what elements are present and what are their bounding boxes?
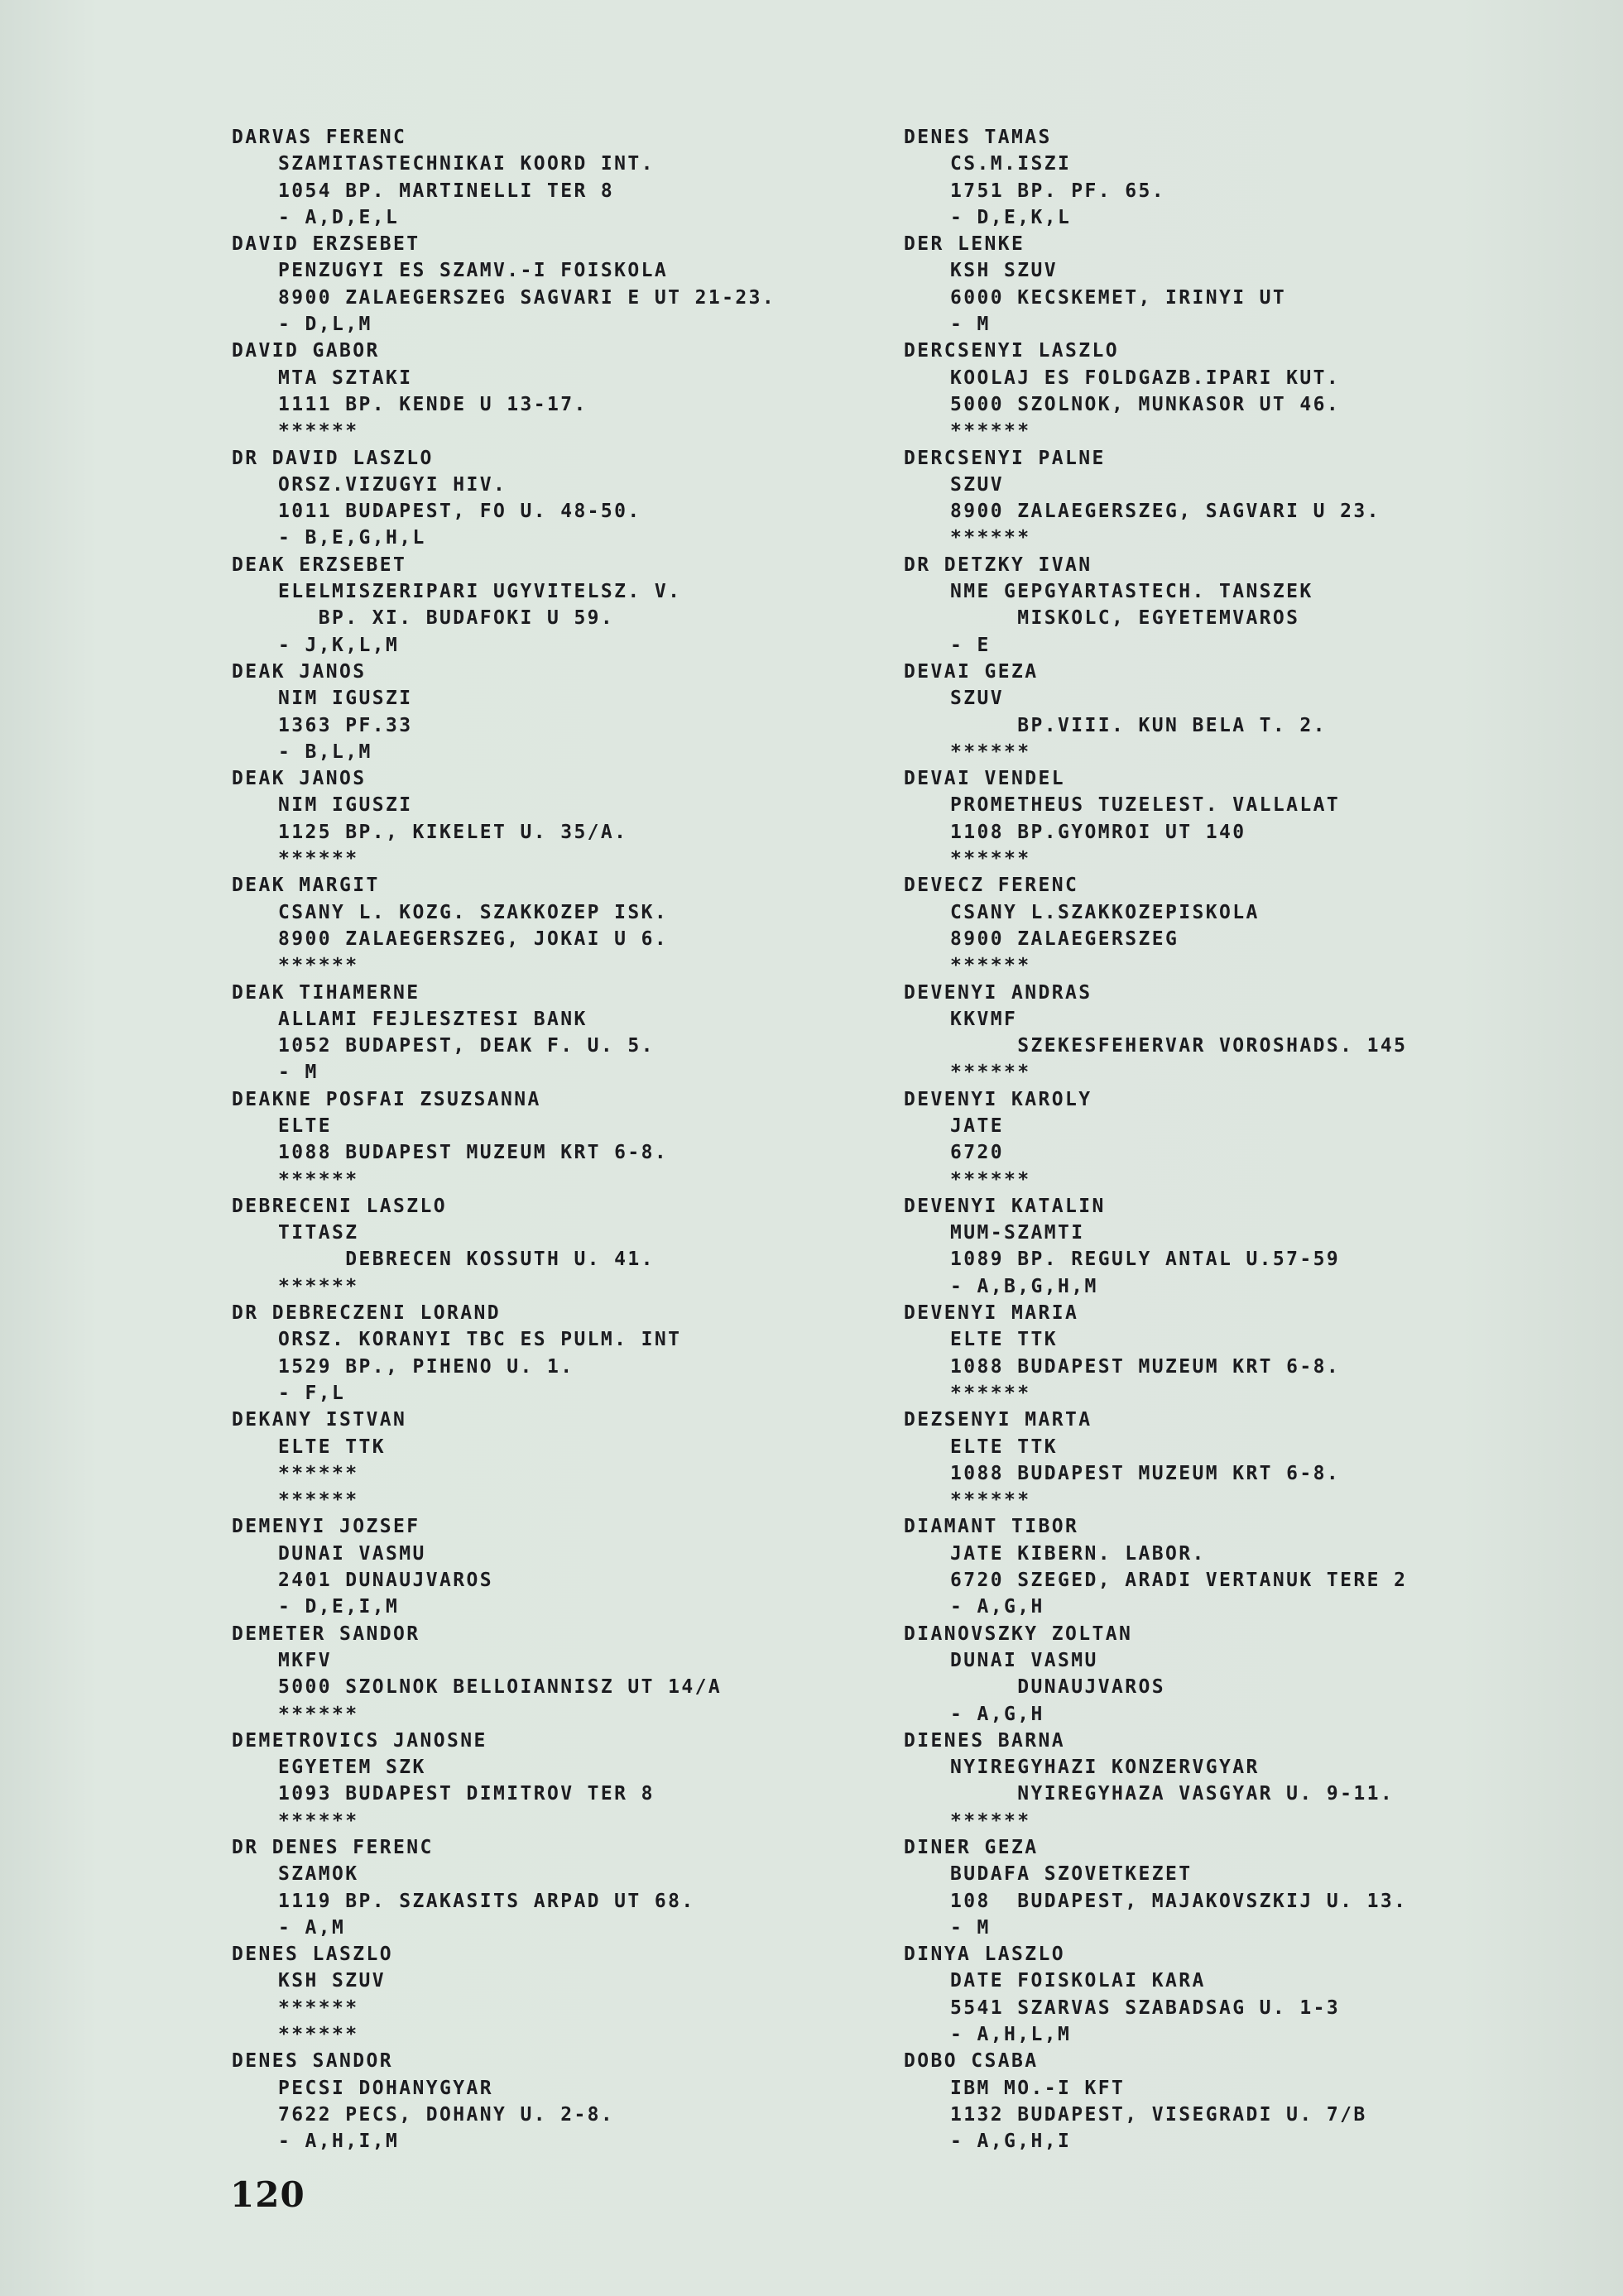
entry-institution: PECSI DOHANYGYAR	[278, 2077, 493, 2099]
entry-name: DEVENYI KATALIN	[904, 1195, 1106, 1217]
entry-codes: ******	[950, 420, 1031, 443]
entry-name: DERCSENYI PALNE	[904, 447, 1106, 469]
directory-entry	[904, 1941, 1582, 2048]
entry-name: DEZSENYI MARTA	[904, 1409, 1092, 1431]
entry-name: DEVENYI ANDRAS	[904, 981, 1092, 1004]
entry-codes: ******	[950, 1489, 1031, 1512]
directory-entry	[904, 552, 1582, 659]
entry-institution: TITASZ	[278, 1222, 359, 1244]
entry-codes: - E	[950, 634, 991, 656]
entry-institution: PROMETHEUS TUZELEST. VALLALAT	[950, 794, 1341, 817]
entry-address: 1363 PF.33	[278, 714, 413, 736]
entry-address: 1108 BP.GYOMROI UT 140	[950, 821, 1246, 843]
directory-entry	[904, 980, 1582, 1086]
directory-entry	[232, 2048, 910, 2155]
entry-address: 1125 BP., KIKELET U. 35/A.	[278, 821, 628, 843]
entry-name: DEMETROVICS JANOSNE	[232, 1729, 487, 1752]
entry-codes: - A,H,I,M	[278, 2131, 400, 2153]
entry-address: 5000 SZOLNOK BELLOIANNISZ UT 14/A	[278, 1676, 723, 1699]
entry-institution: ELTE TTK	[278, 1436, 386, 1458]
entry-codes: ******	[950, 741, 1031, 763]
entry-address: 8900 ZALAEGERSZEG, JOKAI U 6.	[278, 928, 669, 950]
directory-entry	[232, 1193, 910, 1300]
entry-name: DINYA LASZLO	[904, 1944, 1065, 1966]
entry-name: DARVAS FERENC	[232, 127, 407, 148]
directory-entry	[232, 1513, 910, 1620]
entry-address: 1054 BP. MARTINELLI TER 8	[278, 180, 615, 202]
entry-institution: CSANY L.SZAKKOZEPISKOLA	[950, 901, 1260, 923]
entry-codes: - D,L,M	[278, 314, 372, 336]
entry-address: 8900 ZALAEGERSZEG, SAGVARI U 23.	[950, 501, 1381, 523]
directory-entry	[904, 231, 1582, 338]
entry-codes: - A,M	[278, 1916, 346, 1939]
page-number: 120	[230, 2174, 305, 2215]
entry-address: 6720 SZEGED, ARADI VERTANUK TERE 2	[950, 1570, 1408, 1592]
entry-name: DEVENYI KAROLY	[904, 1088, 1092, 1110]
directory-entry	[232, 980, 910, 1086]
entry-codes: - A,B,G,H,M	[950, 1275, 1098, 1297]
directory-entry	[232, 872, 910, 979]
directory-entry	[232, 659, 910, 765]
entry-address: 1052 BUDAPEST, DEAK F. U. 5.	[278, 1035, 655, 1057]
directory-entry	[904, 1621, 1582, 1728]
directory-entry	[232, 124, 910, 231]
entry-address: SZEKESFEHERVAR VOROSHADS. 145	[950, 1035, 1408, 1057]
entry-institution: SZAMOK	[278, 1863, 359, 1886]
entry-address: 108 BUDAPEST, MAJAKOVSZKIJ U. 13.	[950, 1890, 1408, 1912]
directory-entry	[232, 1086, 910, 1193]
entry-address: 1089 BP. REGULY ANTAL U.57-59	[950, 1249, 1341, 1271]
entry-institution: IBM MO.-I KFT	[950, 2077, 1126, 2099]
entry-name: DR DETZKY IVAN	[904, 554, 1092, 576]
entry-name: DEAKNE POSFAI ZSUZSANNA	[232, 1088, 541, 1110]
entry-address: BP. XI. BUDAFOKI U 59.	[278, 607, 615, 630]
entry-address: 6000 KECSKEMET, IRINYI UT	[950, 286, 1287, 309]
entry-name: DEMETER SANDOR	[232, 1623, 420, 1645]
entry-address: 1088 BUDAPEST MUZEUM KRT 6-8.	[950, 1462, 1341, 1484]
entry-address: 5000 SZOLNOK, MUNKASOR UT 46.	[950, 393, 1341, 415]
directory-entry	[904, 1834, 1582, 1941]
directory-entry	[904, 1086, 1582, 1193]
entry-institution: EGYETEM SZK	[278, 1757, 426, 1779]
entry-codes: - A,G,H	[950, 1596, 1044, 1618]
entry-name: DR DEBRECZENI LORAND	[232, 1302, 501, 1325]
entry-address: ******	[278, 1462, 359, 1484]
entry-codes: ******	[278, 1703, 359, 1725]
entry-institution: SZAMITASTECHNIKAI KOORD INT.	[278, 153, 655, 175]
entry-name: DEVENYI MARIA	[904, 1302, 1079, 1325]
entry-address: BP.VIII. KUN BELA T. 2.	[950, 714, 1327, 736]
entry-name: DEAK ERZSEBET	[232, 554, 407, 576]
entry-codes: ******	[278, 2024, 359, 2046]
entry-name: DEKANY ISTVAN	[232, 1409, 407, 1431]
directory-entry	[904, 1193, 1582, 1300]
entry-institution: ALLAMI FEJLESZTESI BANK	[278, 1008, 588, 1030]
entry-institution: KOOLAJ ES FOLDGAZB.IPARI KUT.	[950, 367, 1341, 389]
entry-address: 1093 BUDAPEST DIMITROV TER 8	[278, 1783, 655, 1805]
entry-institution: ORSZ. KORANYI TBC ES PULM. INT	[278, 1329, 682, 1351]
entry-name: DEVECZ FERENC	[904, 875, 1079, 897]
entry-name: DEVAI VENDEL	[904, 768, 1065, 790]
entry-name: DR DAVID LASZLO	[232, 447, 434, 469]
entry-name: DEAK JANOS	[232, 768, 367, 790]
entry-address: 1088 BUDAPEST MUZEUM KRT 6-8.	[278, 1142, 669, 1164]
entry-address: 1111 BP. KENDE U 13-17.	[278, 393, 588, 415]
directory-entry	[232, 231, 910, 338]
entry-address: 1751 BP. PF. 65.	[950, 180, 1165, 202]
entry-address: 1088 BUDAPEST MUZEUM KRT 6-8.	[950, 1355, 1341, 1378]
entry-codes: - M	[950, 1916, 991, 1939]
entry-codes: ******	[950, 1382, 1031, 1404]
entry-address: 6720	[950, 1142, 1004, 1164]
directory-entry	[904, 1728, 1582, 1834]
entry-codes: - A,G,H	[950, 1703, 1044, 1725]
entry-institution: MKFV	[278, 1649, 332, 1671]
entry-codes: - M	[278, 1062, 319, 1084]
entry-name: DENES SANDOR	[232, 2050, 393, 2073]
directory-entry	[904, 445, 1582, 552]
directory-entry	[904, 872, 1582, 979]
entry-institution: DUNAI VASMU	[950, 1649, 1098, 1671]
entry-codes: ******	[950, 1168, 1031, 1191]
directory-entry	[904, 2048, 1582, 2155]
entry-institution: ELTE	[278, 1114, 332, 1137]
entry-institution: DUNAI VASMU	[278, 1542, 426, 1565]
entry-codes: ******	[278, 955, 359, 977]
entry-institution: JATE	[950, 1114, 1004, 1137]
entry-address: DEBRECEN KOSSUTH U. 41.	[278, 1249, 655, 1271]
directory-entry	[904, 124, 1582, 231]
entry-institution: MTA SZTAKI	[278, 367, 413, 389]
entry-address: 1119 BP. SZAKASITS ARPAD UT 68.	[278, 1890, 695, 1912]
directory-entry	[232, 1300, 910, 1407]
entry-institution: NIM IGUSZI	[278, 794, 413, 817]
directory-entry	[904, 1407, 1582, 1513]
entry-codes: - A,H,L,M	[950, 2024, 1072, 2046]
entry-codes: - A,D,E,L	[278, 206, 400, 228]
entry-address: ******	[278, 1996, 359, 2019]
entry-institution: ORSZ.VIZUGYI HIV.	[278, 473, 507, 496]
directory-entry	[904, 1513, 1582, 1620]
entry-codes: - D,E,K,L	[950, 206, 1072, 228]
directory-column-left	[232, 124, 910, 2155]
entry-institution: BUDAFA SZOVETKEZET	[950, 1863, 1193, 1886]
directory-entry	[232, 445, 910, 552]
directory-entry	[232, 1834, 910, 1941]
entry-institution: MUM-SZAMTI	[950, 1222, 1085, 1244]
entry-codes: - M	[950, 314, 991, 336]
directory-entry	[232, 1941, 910, 2048]
entry-institution: ELTE TTK	[950, 1329, 1058, 1351]
entry-name: DEAK JANOS	[232, 660, 367, 683]
entry-name: DIENES BARNA	[904, 1729, 1065, 1752]
entry-institution: SZUV	[950, 688, 1004, 710]
entry-address: 7622 PECS, DOHANY U. 2-8.	[278, 2103, 615, 2126]
directory-entry	[232, 1728, 910, 1834]
entry-codes: - F,L	[278, 1382, 346, 1404]
entry-codes: ******	[278, 848, 359, 870]
entry-codes: ******	[950, 527, 1031, 549]
directory-entry	[904, 765, 1582, 872]
entry-institution: CS.M.ISZI	[950, 153, 1072, 175]
entry-address: 1529 BP., PIHENO U. 1.	[278, 1355, 574, 1378]
entry-institution: ELTE TTK	[950, 1436, 1058, 1458]
entry-institution: SZUV	[950, 473, 1004, 496]
entry-address: 5541 SZARVAS SZABADSAG U. 1-3	[950, 1996, 1341, 2019]
entry-name: DOBO CSABA	[904, 2050, 1039, 2073]
entry-codes: - A,G,H,I	[950, 2131, 1072, 2153]
entry-name: DEMENYI JOZSEF	[232, 1516, 420, 1538]
entry-address: 1011 BUDAPEST, FO U. 48-50.	[278, 501, 641, 523]
directory-entry	[904, 659, 1582, 765]
directory-entry	[232, 1407, 910, 1513]
entry-address: DUNAUJVAROS	[950, 1676, 1165, 1699]
entry-codes: - B,E,G,H,L	[278, 527, 426, 549]
entry-codes: ******	[278, 1168, 359, 1191]
entry-codes: - J,K,L,M	[278, 634, 400, 656]
entry-codes: - B,L,M	[278, 741, 372, 763]
entry-codes: ******	[950, 1062, 1031, 1084]
directory-entry	[904, 338, 1582, 444]
entry-codes: ******	[950, 848, 1031, 870]
entry-institution: DATE FOISKOLAI KARA	[950, 1970, 1206, 1992]
entry-name: DR DENES FERENC	[232, 1837, 434, 1858]
entry-institution: ELELMISZERIPARI UGYVITELSZ. V.	[278, 581, 682, 603]
entry-address: 8900 ZALAEGERSZEG SAGVARI E UT 21-23.	[278, 286, 776, 309]
entry-name: DIAMANT TIBOR	[904, 1516, 1079, 1538]
entry-institution: PENZUGYI ES SZAMV.-I FOISKOLA	[278, 260, 669, 282]
entry-name: DAVID GABOR	[232, 340, 380, 362]
entry-institution: NYIREGYHAZI KONZERVGYAR	[950, 1757, 1260, 1779]
entry-codes: ******	[278, 420, 359, 443]
directory-column-right	[904, 124, 1582, 2155]
entry-name: DENES TAMAS	[904, 127, 1052, 148]
entry-name: DERCSENYI LASZLO	[904, 340, 1119, 362]
directory-entry	[904, 1300, 1582, 1407]
entry-institution: KSH SZUV	[950, 260, 1058, 282]
entry-address: 2401 DUNAUJVAROS	[278, 1570, 493, 1592]
directory-entry	[232, 1621, 910, 1728]
entry-address: MISKOLC, EGYETEMVAROS	[950, 607, 1300, 630]
entry-name: DEAK TIHAMERNE	[232, 981, 420, 1004]
entry-codes: ******	[278, 1489, 359, 1512]
entry-name: DENES LASZLO	[232, 1944, 393, 1966]
entry-institution: NIM IGUSZI	[278, 688, 413, 710]
entry-address: 1132 BUDAPEST, VISEGRADI U. 7/B	[950, 2103, 1367, 2126]
entry-institution: KKVMF	[950, 1008, 1018, 1030]
entry-name: DIANOVSZKY ZOLTAN	[904, 1623, 1133, 1645]
entry-codes: ******	[950, 1809, 1031, 1832]
entry-institution: NME GEPGYARTASTECH. TANSZEK	[950, 581, 1313, 603]
entry-codes: ******	[950, 955, 1031, 977]
entry-address: NYIREGYHAZA VASGYAR U. 9-11.	[950, 1783, 1395, 1805]
entry-codes: ******	[278, 1809, 359, 1832]
entry-name: DEAK MARGIT	[232, 875, 380, 897]
entry-name: DEBRECENI LASZLO	[232, 1195, 447, 1217]
entry-name: DINER GEZA	[904, 1837, 1039, 1858]
entry-address: 8900 ZALAEGERSZEG	[950, 928, 1179, 950]
entry-name: DER LENKE	[904, 233, 1025, 256]
entry-institution: KSH SZUV	[278, 1970, 386, 1992]
entry-name: DEVAI GEZA	[904, 660, 1039, 683]
directory-entry	[232, 552, 910, 659]
entry-codes: ******	[278, 1275, 359, 1297]
directory-entry	[232, 338, 910, 444]
entry-institution: JATE KIBERN. LABOR.	[950, 1542, 1206, 1565]
entry-institution: CSANY L. KOZG. SZAKKOZEP ISK.	[278, 901, 669, 923]
directory-entry	[232, 765, 910, 872]
entry-name: DAVID ERZSEBET	[232, 233, 420, 256]
entry-codes: - D,E,I,M	[278, 1596, 400, 1618]
